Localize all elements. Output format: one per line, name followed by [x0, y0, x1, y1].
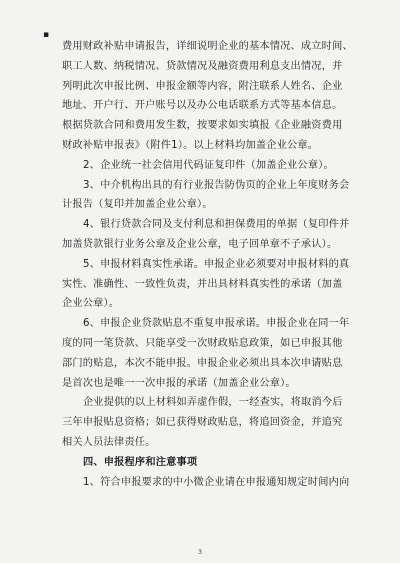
text-line: 企业提供的以上材料如弄虚作假，一经查实，将取消今后 [83, 397, 343, 409]
text-line: 3、中介机构出具的有行业报告防伪页的企业上年度财务会 [83, 179, 350, 191]
text-line: 部门的贴息，本次不能申报。申报企业必须出具本次申请贴息 [62, 357, 343, 369]
text-line: 费用财政补贴申请报告，详细说明企业的基本情况、成立时间、 [62, 41, 353, 52]
section-heading: 四、申报程序和注意事项 [83, 456, 198, 468]
text-line: 列明此次申报比例、申报金额等内容，附注联系人姓名、企业 [62, 80, 343, 92]
text-line: 4、银行贷款合同及支付利息和担保费用的单据（复印件并 [83, 219, 350, 231]
text-line: 是首次也是唯一一次申报的承诺（加盖企业公章）。 [62, 377, 296, 389]
text-line: 度的同一笔贷款、只能享受一次财政贴息政策，如已申报其他 [62, 337, 343, 349]
text-line: 计报告（复印并加盖企业公章）。 [62, 199, 213, 211]
text-line: 实性、准确性、一致性负责，并出具材料真实性的承诺（加盖 [62, 278, 343, 290]
text-line: 根据贷款合同和费用发生数，按要求如实填报《企业融资费用 [62, 120, 343, 132]
body-text [62, 37, 368, 492]
text-line: 企业公章）。 [62, 298, 120, 310]
text-line: 5、申报材料真实性承诺。申报企业必须要对申报材料的真 [83, 258, 350, 270]
text-line: 职工人数、纳税情况、贷款情况及融资费用利息支出情况，并 [62, 60, 343, 72]
text-line: 1、符合申报要求的中小微企业请在申报通知规定时间内向 [83, 476, 350, 488]
text-line: 三年申报贴息资格；如已获得财政贴息，将追回资金，并追究 [62, 417, 343, 429]
text-line: 地址、开户行、开户账号以及办公电话联系方式等基本信息。 [62, 100, 343, 112]
text-line: 相关人员法律责任。 [62, 436, 156, 448]
top-mark: ▪ [43, 30, 50, 40]
text-line: 加盖贷款银行业务公章及企业公章，电子回单章不子承认）。 [62, 238, 338, 250]
text-line: 财政补贴申报表》（附件1）。以上材料均加盖企业公章。 [62, 139, 319, 151]
text-line: 2、企业统一社会信用代码证复印件（加盖企业公章）。 [83, 159, 334, 171]
page-number: 3 [198, 549, 202, 556]
text-line: 6、申报企业贷款贴息不重复申报承诺。申报企业在同一年 [83, 318, 350, 330]
